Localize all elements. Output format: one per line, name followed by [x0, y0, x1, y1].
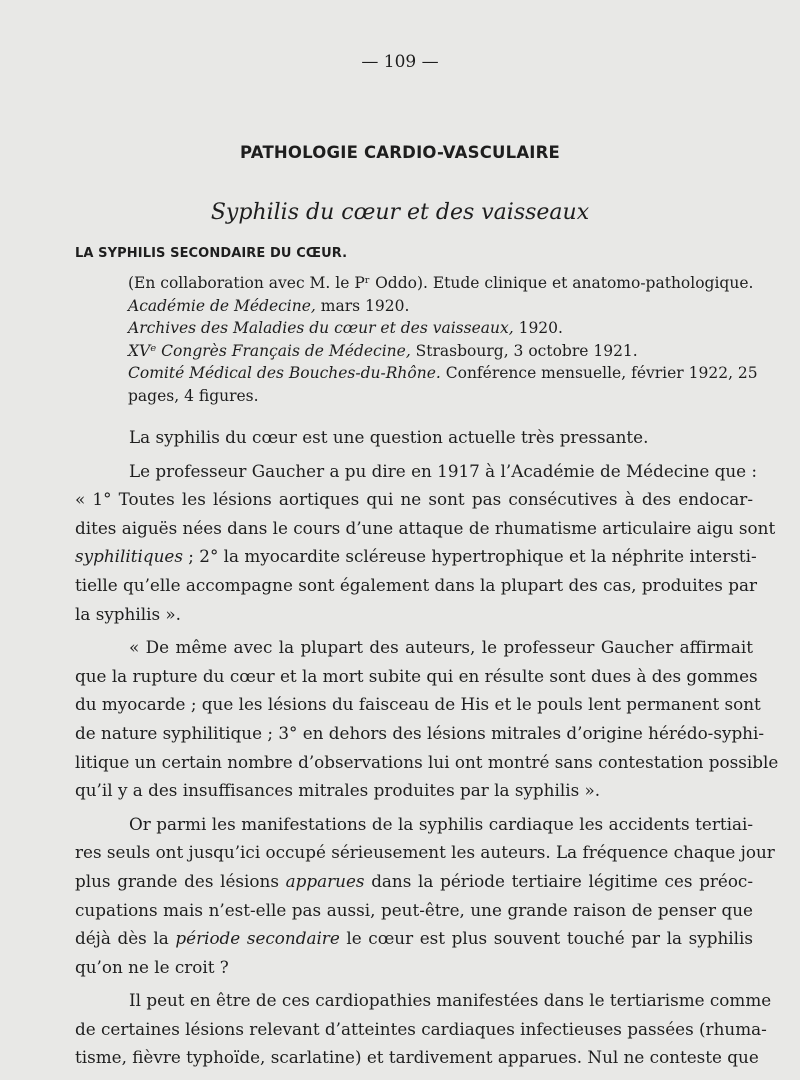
text-line: de certaines lésions relevant d’atteintes cardiaques infectieuses passées (rhuma-: [75, 1018, 767, 1039]
paragraph: [75, 986, 772, 1072]
reference-line: pages, 4 figures.: [128, 386, 259, 405]
text-line: « 1° Toutes les lésions aortiques qui ne sont pas consécutives à des endocar-: [75, 489, 753, 510]
text-line: syphilitiques ; 2° la myocardite scléreuse hypertrophique et la néphrite intersti-: [75, 546, 757, 567]
text-line: de nature syphilitique ; 3° en dehors des lésions mitrales d’origine hérédo-syphi-: [75, 722, 765, 743]
subsection-title: Syphilis du cœur et des vaisseaux: [210, 200, 590, 225]
text-line: que la rupture du cœur et la mort subite qui en résulte sont dues à des gommes: [75, 665, 758, 686]
paragraph: [75, 423, 753, 452]
text-line: dites aiguës nées dans le cours d’une attaque de rhumatisme articulaire aigu sont: [75, 517, 776, 538]
text-line: cupations mais n’est-elle pas aussi, peut-être, une grande raison de penser que: [75, 899, 753, 920]
text-line: litique un certain nombre d’observations lui ont montré sans contestation possible: [75, 751, 779, 772]
text-line: tielle qu’elle accompagne sont également dans la plupart des cas, produites par: [75, 574, 757, 595]
text-line: qu’on ne le croit ?: [75, 956, 229, 977]
text-line: Or parmi les manifestations de la syphilis cardiaque les accidents tertiai-: [129, 813, 753, 834]
text-line: plus grande des lésions apparues dans la période tertiaire légitime ces préoc-: [75, 870, 753, 891]
paragraph: [75, 810, 775, 982]
text-line: Le professeur Gaucher a pu dire en 1917 à l’Académie de Médecine que :: [129, 460, 758, 481]
text-line: la syphilis ».: [75, 603, 181, 624]
text-line: La syphilis du cœur est une question actuelle très pressante.: [129, 427, 649, 447]
reference-line: Archives des Maladies du cœur et des vaisseaux, 1920.: [128, 319, 563, 337]
text-line: Il peut en être de ces cardiopathies manifestées dans le tertiarisme comme: [129, 990, 772, 1011]
reference-line: Comité Médical des Bouches-du-Rhône. Conférence mensuelle, février 1922, 25: [128, 364, 758, 382]
text-line: res seuls ont jusqu’ici occupé sérieusement les auteurs. La fréquence chaque jour: [75, 842, 775, 863]
references-block: [128, 272, 758, 407]
paragraph: [75, 457, 776, 629]
text-line: qu’il y a des insuffisances mitrales produites par la syphilis ».: [75, 780, 601, 801]
paragraph: [75, 633, 779, 805]
reference-line: (En collaboration avec M. le Pʳ Oddo). Etude clinique et anatomo-pathologique.: [128, 274, 754, 292]
text-line: « De même avec la plupart des auteurs, le professeur Gaucher affirmait: [129, 637, 753, 658]
entry-heading: LA SYPHILIS SECONDAIRE DU CŒUR.: [75, 246, 348, 261]
section-title: PATHOLOGIE CARDIO-VASCULAIRE: [239, 143, 561, 162]
reference-line: Académie de Médecine, mars 1920.: [128, 296, 410, 315]
text-line: déjà dès la période secondaire le cœur est plus souvent touché par la syphilis: [75, 928, 754, 949]
body-text: [75, 423, 779, 1077]
text-line: du myocarde ; que les lésions du faisceau de His et le pouls lent permanent sont: [75, 694, 761, 715]
reference-line: XVᵉ Congrès Français de Médecine, Strasbourg, 3 octobre 1921.: [128, 341, 638, 360]
text-line: tisme, fièvre typhoïde, scarlatine) et tardivement apparues. Nul ne conteste que: [75, 1047, 759, 1068]
page-number: — 109 —: [361, 52, 439, 72]
